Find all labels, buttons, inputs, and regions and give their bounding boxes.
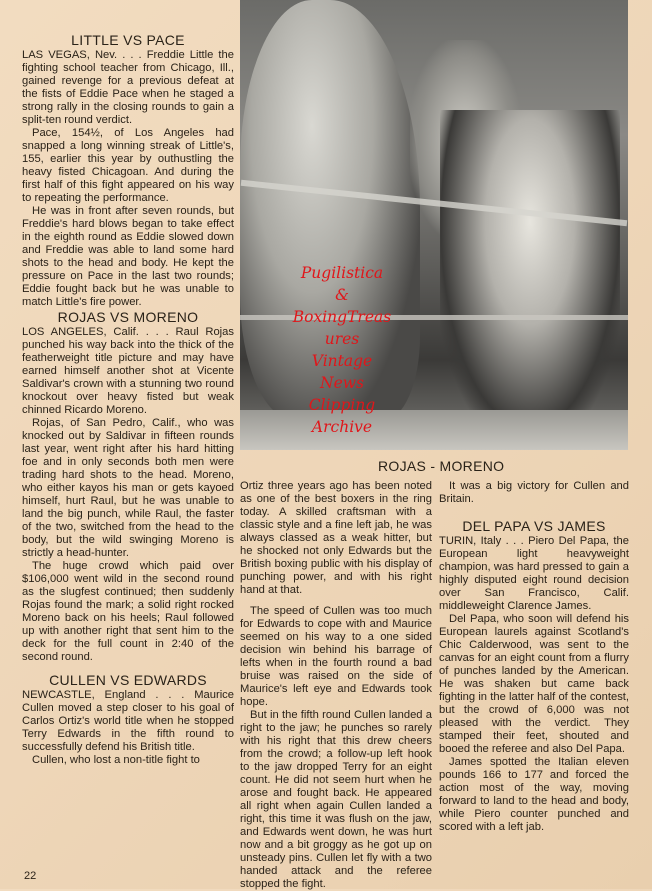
article-paragraph: It was a big victory for Cullen and Britain.	[439, 480, 629, 505]
article-paragraph: Ortiz three years ago has been noted as one of the best boxers in the ring today. A skilled craftsman with a classic style and a fine left jab, he was always classed as a weak hitter, but he shocked not only Edwards but the British boxing public with his display of punching power, and with his right hand at that.	[240, 480, 432, 596]
article-paragraph: Del Papa, who soon will defend his European laurels against Scotland's Chic Calderwood, was sent to the canvas for an eight count from a flurry of punches landed by the American. He was shaken but came back fighting in the latter half of the contest, but the crowd of 6,000 was not pleased with the verdict. They stamped their feet, shouted and booed the referee and also Del Papa.	[439, 613, 629, 755]
watermark-line: BoxingTreas	[292, 308, 392, 326]
article-paragraph: LAS VEGAS, Nev. . . . Freddie Little the fighting school teacher from Chicago, Ill., gained revenge for a previous defeat at the fists of Eddie Pace when he staged a strong rally in the closing rounds to gain a split-ten round verdict.	[22, 49, 234, 126]
article-paragraph: Rojas, of San Pedro, Calif., who was knocked out by Saldivar in fifteen rounds last year, went right after his hard hitting foe and in only seconds both men were trading hard shots to the head. Moreno, who either kayos his man or gets kayoed himself, hurt Raul, but he was unable to land the big punch, while Raul, the faster of the two, switched from the head to the body, but the wild swinging Moreno is strictly a head-hunter.	[22, 417, 234, 559]
column-right	[439, 480, 629, 834]
article-paragraph: He was in front after seven rounds, but Freddie's hard blows began to take effect in the eighth round as Eddie slowed down and Freddie was able to land some hard shots to the head and body. He kept the pressure on Pace in the last two rounds; Eddie fought back but he was unable to match Little's fire power.	[22, 205, 234, 308]
column-left	[22, 32, 234, 767]
watermark-line: Archive	[311, 418, 373, 436]
page-number: 22	[24, 870, 37, 882]
watermark-line: Clipping	[308, 396, 376, 414]
boxer-right-figure	[440, 110, 620, 430]
watermark-line: News	[320, 374, 364, 392]
photo-caption: ROJAS - MORENO	[378, 458, 505, 474]
article-paragraph: The speed of Cullen was too much for Edwards to cope with and Maurice seemed on his way to a one sided decision win behind his barrage of lefts when in the fourth round a bad bruise was raised on the side of Maurice's left eye and Edwards took hope.	[240, 605, 432, 708]
article-heading: LITTLE VS PACE	[71, 32, 185, 48]
article-paragraph: NEWCASTLE, England . . . Maurice Cullen moved a step closer to his goal of Carlos Ortiz's world title when he stopped Terry Edwards in the fifth round to successfully defend his British title.	[22, 689, 234, 753]
column-middle	[240, 480, 432, 891]
watermark-line: Pugilistica	[300, 264, 384, 282]
article-paragraph: Pace, 154½, of Los Angeles had snapped a long winning streak of Little's, 155, earlier this year by outhustling the heavy fisted Chicagoan. And during the first half of this fight appeared on his way to repeating the performance.	[22, 127, 234, 204]
ring-canvas	[240, 410, 628, 450]
article-paragraph: But in the fifth round Cullen landed a right to the jaw; he punches so rarely with his right that this drew cheers from the crowd; a follow-up left hook to the jaw dropped Terry for an eight count. He did not seem hurt when he arose and fought back. He appeared all right when again Cullen landed a right, this time it was flush on the jaw, and Edwards went down, he was hurt now and a bit groggy as he got up on unsteady pins. Cullen let fly with a two handed attack and the referee stopped the fight.	[240, 709, 432, 890]
article-paragraph: The huge crowd which paid over $106,000 went wild in the second round as the slugfest continued; then suddenly Rojas found the mark; a solid right rocked Moreno back on his heels; Raul followed up with another right that sent him to the deck for the full count in 2:40 of the second round.	[22, 560, 234, 663]
boxing-photo	[240, 0, 628, 450]
watermark-line: Vintage	[311, 352, 373, 370]
article-paragraph: LOS ANGELES, Calif. . . . Raul Rojas punched his way back into the thick of the featherweight title picture and may have earned himself another shot at Vicente Saldivar's crown with a stunning two round knockout over heavy fisted but weak chinned Ricardo Moreno.	[22, 326, 234, 416]
boxer-left-figure	[240, 0, 420, 420]
watermark-line: &	[335, 286, 349, 304]
watermark-line: ures	[324, 330, 360, 348]
article-heading: ROJAS VS MORENO	[57, 309, 199, 325]
article-heading: DEL PAPA VS JAMES	[462, 518, 606, 534]
article-paragraph: Cullen, who lost a non-title fight to	[32, 754, 200, 766]
article-paragraph: TURIN, Italy . . . Piero Del Papa, the European light heavyweight champion, was hard pressed to gain a highly disputed eight round decision over San Francisco, Calif. middleweight Clarence James.	[439, 535, 629, 612]
article-paragraph: James spotted the Italian eleven pounds 166 to 177 and forced the action most of the way, moving forward to land to the head and body, while Piero counter punched and scored with a left jab.	[439, 756, 629, 833]
article-heading: CULLEN VS EDWARDS	[49, 672, 207, 688]
ring-rope	[240, 315, 628, 320]
